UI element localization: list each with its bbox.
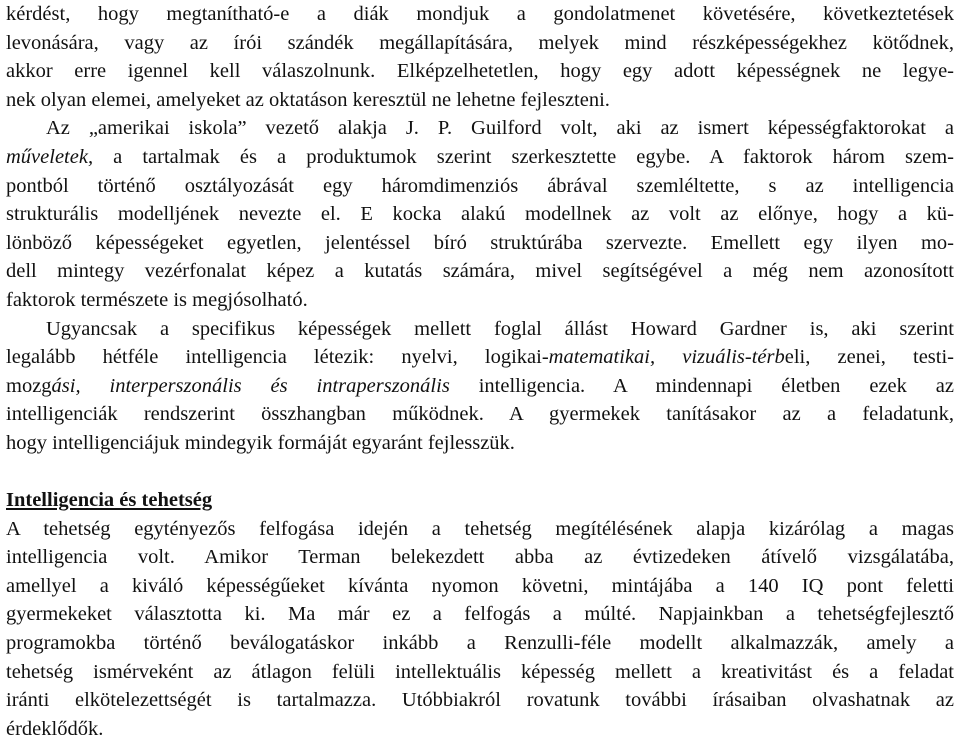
text-line: intelligenciák rendszerint összhangban működnek. A gyermekek tanításakor az a feladatunk,: [6, 403, 954, 426]
text-span: intelligencia. A mindennapi életben ezek az: [449, 374, 954, 397]
text-span: eli, zenei, testi-: [784, 346, 954, 369]
text-line: gyermekeket választotta ki. Ma már ez a felfogás a múlté. Napjainkban a tehetségfejlesztő: [6, 603, 954, 626]
text-line: tehetség ismérveként az átlagon felüli intellektuális képesség mellett a kreativitást és a feladat: [6, 660, 954, 683]
text-line: iránti elkötelezettségét is tartalmazza. Utóbbiakról rovatunk további írásaiban olvashatnak az: [6, 689, 954, 712]
text-line: kérdést, hogy megtanítható-e a diák mondjuk a gondolatmenet követésére, következtetések: [6, 3, 954, 25]
document-page: [6, 0, 954, 743]
text-line: Az „amerikai iskola” vezető alakja J. P. Guilford volt, aki az ismert képességfaktorokat a: [46, 117, 954, 140]
text-line: dell mintegy vezérfonalat képez a kutatás számára, mivel segítségével a még nem azonosított: [6, 260, 954, 283]
text-line: faktorok természete is megjósolható.: [6, 288, 308, 311]
text-line: Ugyancsak a specifikus képességek mellett foglal állást Howard Gardner is, aki szerint: [46, 317, 954, 340]
italic-term: ási, interperszonális és intraperszonális: [51, 374, 450, 397]
text-line: lönböző képességeket egyetlen, jelentéssel bíró struktúrába szervezte. Emellett egy ilyen mo-: [6, 231, 954, 254]
text-line: érdeklődők.: [6, 717, 104, 740]
text-line: pontból történő osztályozását egy háromdimenziós ábrával szemléltette, s az intelligencia: [6, 174, 954, 197]
text-span: a tartalmak és a produktumok szerint szerkesztette egybe. A faktorok három szem-: [93, 145, 954, 168]
text-line: strukturális modelljének nevezte el. E kocka alakú modellnek az volt az előnye, hogy a kü-: [6, 203, 954, 226]
paragraph-guilford: [6, 114, 954, 314]
text-line: [6, 343, 954, 372]
text-line: [6, 143, 954, 172]
paragraph-talent: [6, 515, 954, 744]
paragraph-skills: [6, 0, 954, 114]
text-line: amellyel a kiváló képességűeket kívánta nyomon követni, mintájába a 140 IQ pont feletti: [6, 574, 954, 597]
text-line: hogy intelligenciájuk mindegyik formáját egyaránt fejlesszük.: [6, 431, 515, 454]
section-heading: [6, 486, 954, 515]
paragraph-gap: [6, 458, 954, 487]
text-span: legalább hétféle intelligencia létezik: nyelvi, logikai-: [6, 346, 549, 369]
text-line: intelligencia volt. Amikor Terman belekezdett abba az évtizedeken átívelő vizsgálatába,: [6, 546, 954, 569]
italic-term: műveletek,: [6, 145, 94, 168]
text-line: [6, 372, 954, 401]
italic-term: matematikai, vizuális-térb: [548, 346, 785, 369]
text-line: nek olyan elemei, amelyeket az oktatáson keresztül ne lehetne fejleszteni.: [6, 88, 610, 111]
heading-text: Intelligencia és tehetség: [6, 489, 213, 512]
text-line: levonására, vagy az írói szándék megállapítására, melyek mind részképességekhez kötődnek,: [6, 31, 954, 54]
text-span: mozg: [6, 374, 52, 397]
text-line: akkor erre igennel kell válaszolnunk. Elképzelhetetlen, hogy egy adott képességnek ne legye-: [6, 60, 954, 83]
text-line: A tehetség egytényezős felfogása idején a tehetség megítélésének alapja kizárólag a magas: [6, 517, 954, 540]
paragraph-gardner: [6, 315, 954, 458]
text-line: programokba történő beválogatáskor inkább a Renzulli-féle modellt alkalmazzák, amely a: [6, 632, 954, 655]
